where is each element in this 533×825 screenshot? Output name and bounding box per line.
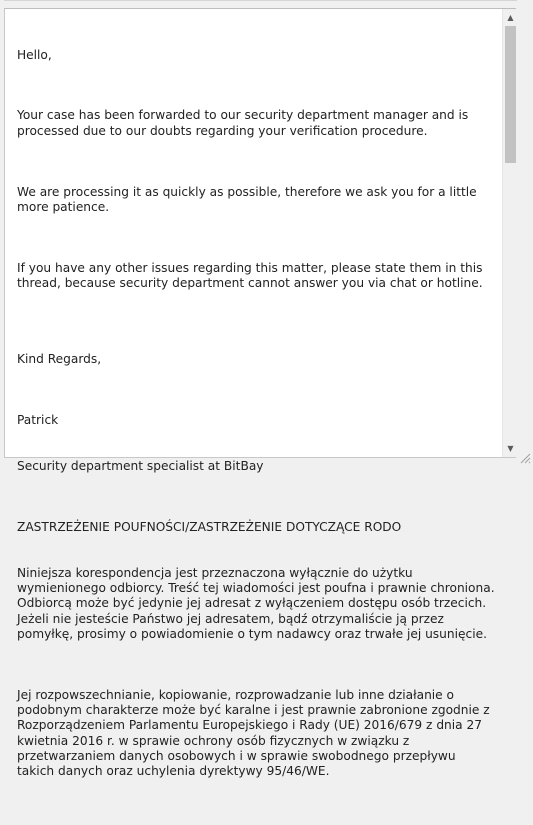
signature-name: Patrick xyxy=(17,412,59,427)
scroll-up-arrow-icon[interactable]: ▲ xyxy=(507,12,514,22)
message-paragraph-2: We are processing it as quickly as possible, therefore we ask you for a little more patience. xyxy=(17,184,481,214)
scroll-down-arrow-icon[interactable]: ▼ xyxy=(507,443,514,453)
scroll-thumb[interactable] xyxy=(505,26,516,163)
vertical-scrollbar[interactable] xyxy=(502,9,518,457)
closing-text: Kind Regards, xyxy=(17,352,102,367)
top-divider xyxy=(4,0,517,1)
message-paragraph-1: Your case has been forwarded to our security department manager and is processed due to our doubts regarding your verification procedure. xyxy=(17,108,473,138)
resize-grip-icon[interactable] xyxy=(519,452,531,464)
message-body xyxy=(17,17,499,825)
disclaimer-heading: ZASTRZEŻENIE POUFNOŚCI/ZASTRZEŻENIE DOTYCZĄCE RODO xyxy=(17,519,402,534)
disclaimer-paragraph-1: Niniejsza korespondencja jest przeznaczona wyłącznie do użytku wymienionego odbiorcy. Treść tej wiadomości jest poufna i prawnie chroniona. Odbiorcą może być jedynie jej adresat z wyłączeniem dostępu osób trzecich. Jeżeli nie jesteście Państwo jej adresatem, bądź otrzymaliście ją przez pomyłkę, prosimy o powiadomienie o tym nadawcy oraz trwałe jej usunięcie. xyxy=(17,565,499,641)
disclaimer-paragraph-2: Jej rozpowszechnianie, kopiowanie, rozprowadzanie lub inne działanie o podobnym charakterze może być karalne i jest prawnie zabronione zgodnie z Rozporządzeniem Parlamentu Europejskiego i Rady (UE) 2016/679 z dnia 27 kwietnia 2016 r. w sprawie ochrony osób fizycznych w związku z przetwarzaniem danych osobowych i w sprawie swobodnego przepływu takich danych oraz uchylenia dyrektywy 95/46/WE. xyxy=(17,687,494,779)
message-textarea[interactable] xyxy=(4,8,516,779)
signature-title: Security department specialist at BitBay xyxy=(17,458,264,473)
greeting-text: Hello, xyxy=(17,47,52,62)
message-paragraph-3: If you have any other issues regarding this matter, please state them in this thread, because security department cannot answer you via chat or hotline. xyxy=(17,260,487,291)
